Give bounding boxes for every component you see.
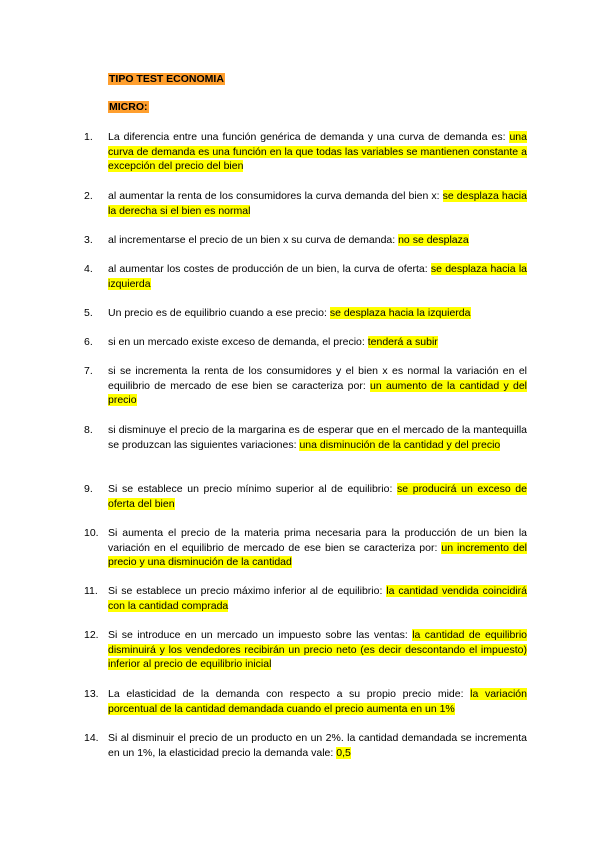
question-text: La elasticidad de la demanda con respecto a su propio precio mide:	[108, 688, 471, 700]
question-item: 2. al aumentar la renta de los consumidores la curva demanda del bien x: se desplaza hacia la derecha si el bien es normal	[84, 190, 527, 217]
answer-highlight: se desplaza hacia la izquierda	[329, 307, 471, 319]
question-item: 1. La diferencia entre una función genérica de demanda y una curva de demanda es: una curva de demanda es una función en la que todas las variables se mantienen constante a excepción del precio del bien	[84, 131, 527, 173]
question-item: 14. Si al disminuir el precio de un producto en un 2%. la cantidad demandada se incrementa en un 1%, la elasticidad precio la demanda vale: 0,5	[84, 732, 527, 759]
question-item: 9. Si se establece un precio mínimo superior al de equilibrio: se producirá un exceso de oferta del bien	[84, 483, 527, 510]
answer-highlight: una curva de demanda es una función en la que todas las variables se mantienen constante a excepción del precio del bien	[108, 131, 527, 173]
question-item: 5. Un precio es de equilibrio cuando a ese precio: se desplaza hacia la izquierda	[84, 307, 471, 319]
question-text: Si se establece un precio mínimo superior al de equilibrio:	[108, 483, 398, 495]
answer-highlight: una disminución de la cantidad y del precio	[299, 438, 501, 451]
answer-highlight: la cantidad vendida coincidirá con la cantidad comprada	[108, 585, 527, 612]
question-text: al aumentar la renta de los consumidores la curva demanda del bien x:	[108, 190, 443, 202]
question-item: 6. si en un mercado existe exceso de demanda, el precio: tenderá a subir	[84, 336, 438, 348]
question-item: 7. si se incrementa la renta de los consumidores y el bien x es normal la variación en el equilibrio de mercado de ese bien se caracteriza por: un aumento de la cantidad y del precio	[84, 365, 528, 407]
answer-highlight: se desplaza hacia la derecha si el bien es normal	[108, 190, 527, 217]
question-text: Si aumenta el precio de la materia prima necesaria para la producción de un bien la variación en el equilibrio de mercado de ese bien se caracteriza por:	[108, 527, 527, 554]
answer-highlight: se desplaza hacia la izquierda	[108, 263, 527, 290]
question-item: 12. Si se introduce en un mercado un impuesto sobre las ventas: la cantidad de equilibrio disminuirá y los vendedores recibirán un precio neto (es decir descontando el impuesto) inferior al precio de equilibrio inicial	[84, 629, 527, 671]
answer-highlight: se producirá un exceso de oferta del bien	[108, 483, 527, 510]
question-item: 4. al aumentar los costes de producción de un bien, la curva de oferta: se desplaza hacia la izquierda	[84, 263, 527, 290]
section-heading: MICRO:	[109, 101, 148, 113]
question-text: si en un mercado existe exceso de demanda, el precio:	[108, 336, 368, 348]
question-text: Si al disminuir el precio de un producto en un 2%. la cantidad demandada se incrementa en un 1%, la elasticidad precio la demanda vale:	[108, 732, 527, 759]
question-text: Si se introduce en un mercado un impuesto sobre las ventas:	[108, 629, 413, 641]
answer-highlight: no se desplaza	[398, 234, 469, 246]
answer-highlight: 0,5	[336, 746, 351, 759]
question-item: 10. Si aumenta el precio de la materia prima necesaria para la producción de un bien la variación en el equilibrio de mercado de ese bien se caracteriza por: un incremento del precio y una disminución de la cantidad	[84, 527, 527, 569]
answer-highlight: un incremento del precio y una disminución de la cantidad	[108, 541, 527, 569]
question-item: 3. al incrementarse el precio de un bien x su curva de demanda: no se desplaza	[84, 234, 469, 246]
answer-highlight: la cantidad de equilibrio disminuirá y los vendedores recibirán un precio neto (es decir descontando el impuesto) inferior al precio de equilibrio inicial	[108, 629, 527, 671]
question-text: Si se establece un precio máximo inferior al de equilibrio:	[108, 585, 387, 597]
question-item: 11. Si se establece un precio máximo inferior al de equilibrio: la cantidad vendida coincidirá con la cantidad comprada	[84, 585, 527, 612]
question-text: al aumentar los costes de producción de un bien, la curva de oferta:	[108, 263, 431, 275]
answer-highlight: tenderá a subir	[367, 336, 438, 348]
question-text: La diferencia entre una función genérica de demanda y una curva de demanda es:	[108, 131, 510, 143]
document-title: TIPO TEST ECONOMIA	[109, 73, 224, 85]
question-text: si disminuye el precio de la margarina es de esperar que en el mercado de la mantequilla se produzcan las siguientes variaciones:	[108, 424, 527, 451]
answer-highlight: la variación porcentual de la cantidad demandada cuando el precio aumenta en un 1%	[108, 688, 527, 715]
question-item: 13. La elasticidad de la demanda con respecto a su propio precio mide: la variación porcentual de la cantidad demandada cuando el precio aumenta en un 1%	[84, 688, 527, 715]
question-text: si se incrementa la renta de los consumidores y el bien x es normal la variación en el equilibrio de mercado de ese bien se caracteriza por:	[108, 365, 527, 392]
question-item: 8. si disminuye el precio de la margarina es de esperar que en el mercado de la mantequilla se produzcan las siguientes variaciones: una disminución de la cantidad y del precio	[84, 424, 527, 451]
question-text: al incrementarse el precio de un bien x su curva de demanda:	[108, 234, 399, 246]
answer-highlight: un aumento de la cantidad y del precio	[108, 379, 528, 407]
question-text: Un precio es de equilibrio cuando a ese precio:	[108, 307, 330, 319]
